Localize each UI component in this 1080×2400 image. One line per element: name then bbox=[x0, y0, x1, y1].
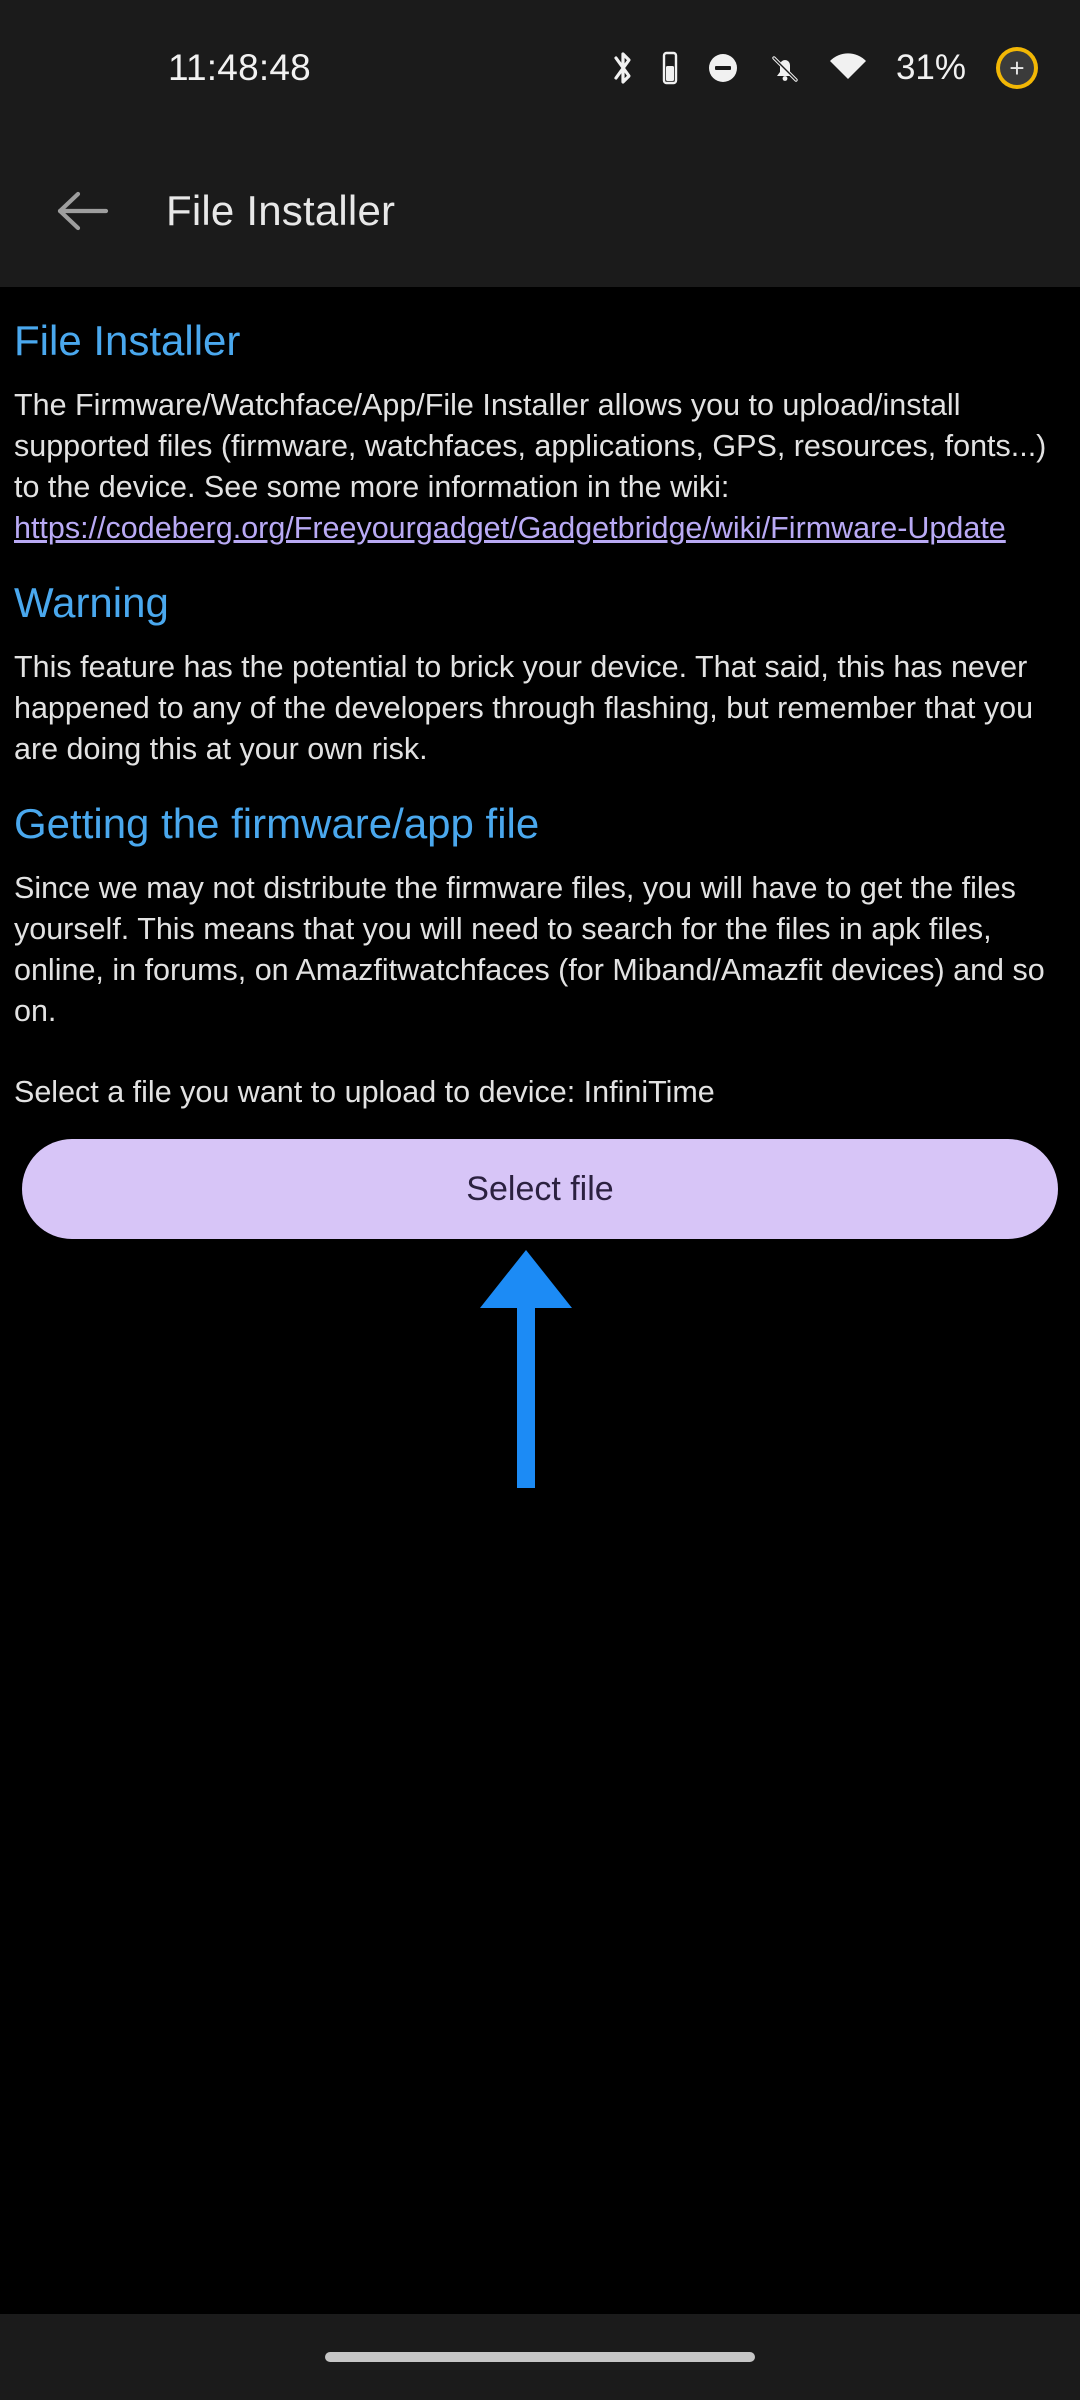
wiki-link[interactable]: https://codeberg.org/Freeyourgadget/Gadgetbridge/wiki/Firmware-Update bbox=[14, 511, 1006, 545]
wifi-icon bbox=[828, 52, 868, 84]
system-navigation-bar bbox=[0, 2314, 1080, 2400]
paragraph-intro: The Firmware/Watchface/App/File Installer allows you to upload/install supported files (firmware, watchfaces, applications, GPS, resources, fonts...) to the device. See some more information in the wiki: bbox=[14, 388, 1047, 504]
battery-small-icon bbox=[660, 50, 680, 86]
notifications-muted-icon bbox=[766, 49, 804, 87]
bluetooth-icon bbox=[610, 49, 636, 87]
app-bar bbox=[0, 135, 1080, 287]
heading-warning: Warning bbox=[14, 579, 169, 626]
battery-percentage: 31% bbox=[895, 47, 966, 87]
back-button[interactable] bbox=[46, 175, 118, 247]
annotation-layer bbox=[0, 1250, 1080, 1520]
heading-getting-firmware: Getting the firmware/app file bbox=[14, 800, 540, 847]
avatar[interactable] bbox=[996, 47, 1038, 89]
page-title: File Installer bbox=[166, 187, 396, 234]
status-clock: 11:48:48 bbox=[168, 46, 311, 88]
paragraph-warning: This feature has the potential to brick your device. That said, this has never happened to any of the developers through flashing, but remember that you are doing this at your own risk. bbox=[14, 650, 1034, 766]
status-bar bbox=[0, 0, 1080, 135]
avatar-plus-icon: + bbox=[1000, 51, 1034, 85]
select-file-prompt: Select a file you want to upload to device: InfiniTime bbox=[14, 1075, 715, 1109]
up-arrow-annotation bbox=[480, 1250, 572, 1488]
heading-file-installer: File Installer bbox=[14, 317, 241, 364]
main-content bbox=[0, 317, 1080, 1239]
paragraph-getting-firmware: Since we may not distribute the firmware files, you will have to get the files yourself. This means that you will need to search for the files in apk files, online, in forums, on Amazfitwatchfaces (for Miband/Amazfit devices) and so on. bbox=[14, 871, 1045, 1028]
home-gesture-handle[interactable] bbox=[325, 2352, 755, 2362]
select-file-button[interactable]: Select file bbox=[22, 1139, 1058, 1239]
do-not-disturb-icon bbox=[704, 49, 742, 87]
status-bar-right bbox=[610, 47, 1038, 89]
status-bar-left bbox=[0, 47, 311, 89]
